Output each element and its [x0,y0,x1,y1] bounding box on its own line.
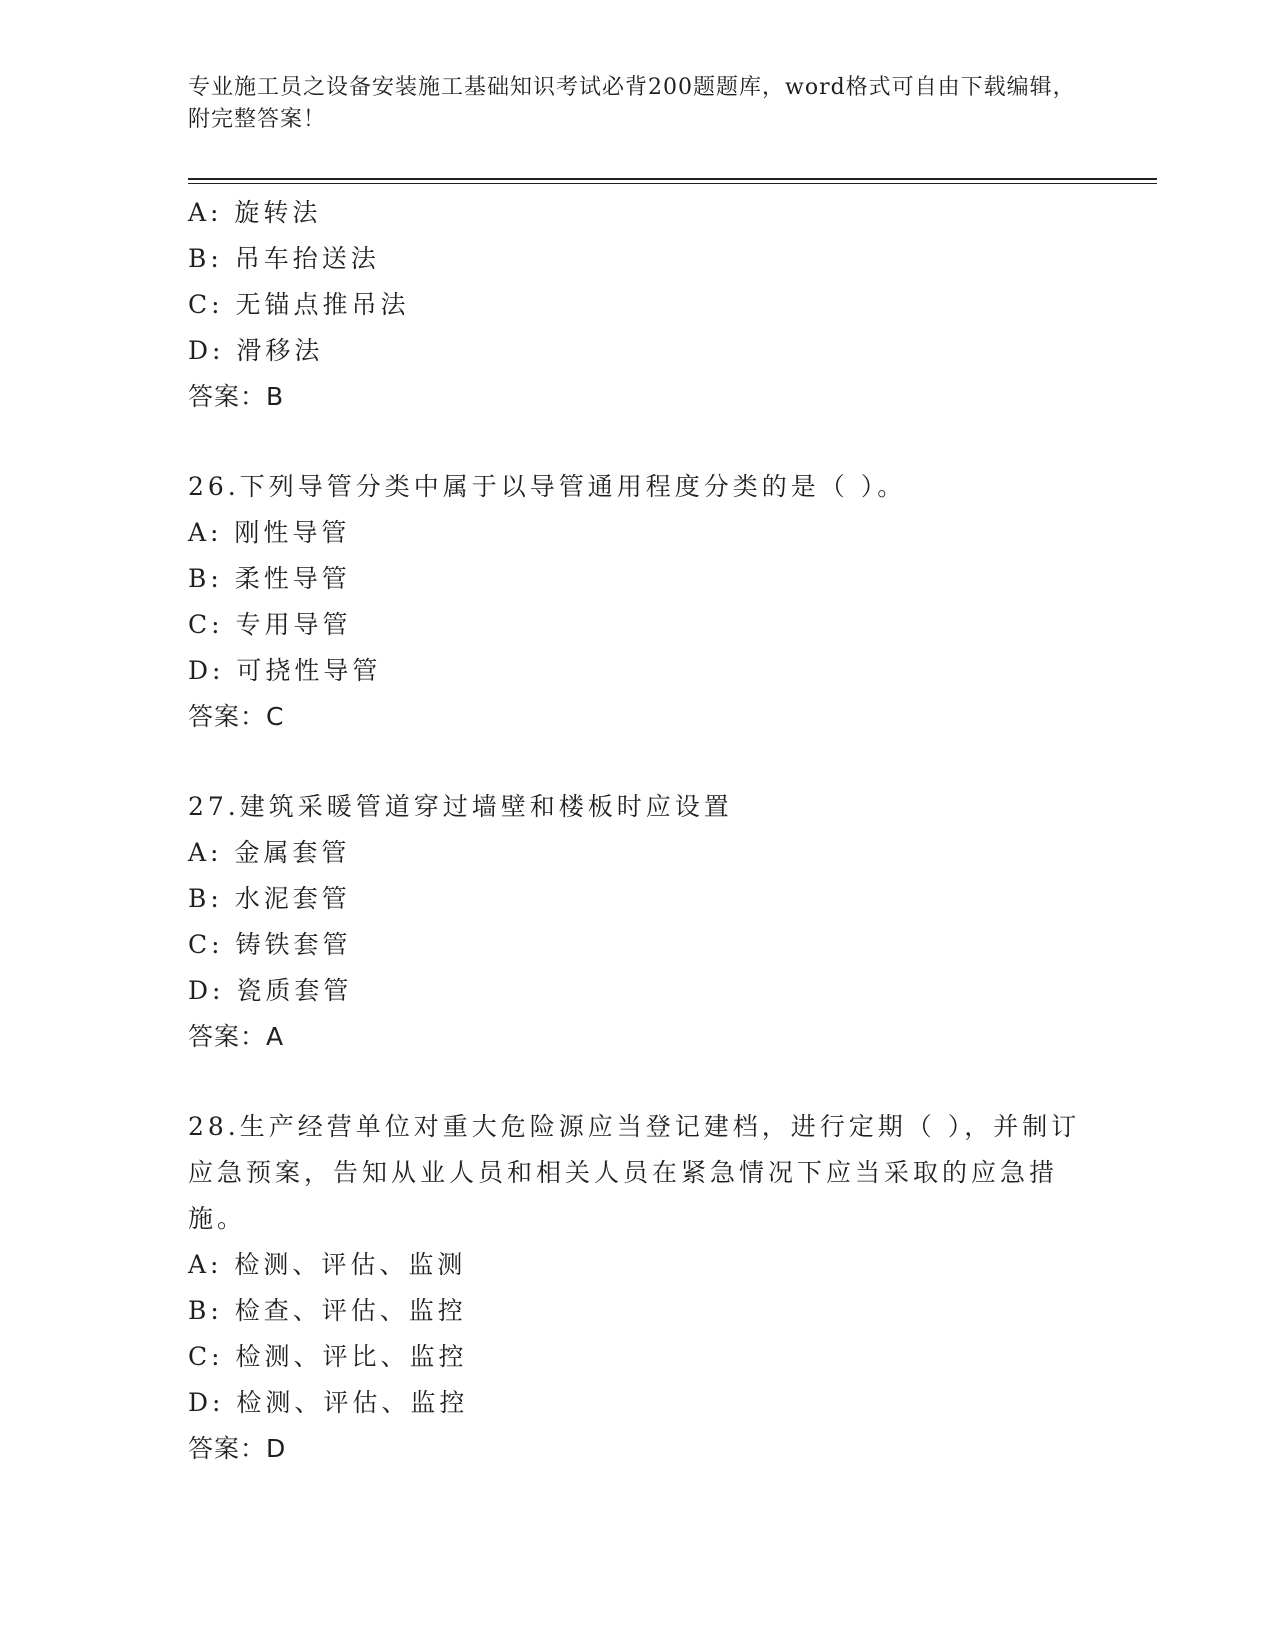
option-d: D: 瓷质套管 [188,976,353,1005]
option-b: B: 水泥套管 [188,884,351,913]
header-divider [188,178,1157,180]
option-a: A: 刚性导管 [188,518,351,547]
question-stem: 27.建筑采暖管道穿过墙壁和楼板时应设置 [188,792,733,821]
question-block-27 [188,784,1088,1060]
option-d: D: 可挠性导管 [188,656,382,685]
option-c: C: 无锚点推吊法 [188,290,410,319]
option-a: A: 金属套管 [188,838,351,867]
option-b: B: 吊车抬送法 [188,244,380,273]
answer-line: 答案：C [188,702,285,731]
option-d: D: 检测、评估、监控 [188,1388,469,1417]
option-c: C: 专用导管 [188,610,352,639]
option-a: A: 旋转法 [188,198,322,227]
option-b: B: 检查、评估、监控 [188,1296,467,1325]
question-block-26 [188,464,1088,740]
option-c: C: 检测、评比、监控 [188,1342,468,1371]
answer-line: 答案：A [188,1022,285,1051]
question-block-28 [188,1104,1088,1472]
document-header: 专业施工员之设备安装施工基础知识考试必背200题题库，word格式可自由下载编辑，附完整答案！ [188,75,1076,132]
option-d: D: 滑移法 [188,336,324,365]
question-list [188,190,1088,1472]
option-a: A: 检测、评估、监测 [188,1250,467,1279]
question-block-25 [188,190,1088,420]
header-divider-thin [188,183,1157,184]
question-stem: 26.下列导管分类中属于以导管通用程度分类的是（ ）。 [188,472,907,501]
option-c: C: 铸铁套管 [188,930,352,959]
answer-line: 答案：B [188,382,285,411]
answer-line: 答案：D [188,1434,287,1463]
question-stem: 28.生产经营单位对重大危险源应当登记建档，进行定期（ ），并制订应急预案，告知从业人员和相关人员在紧急情况下应当采取的应急措施。 [188,1112,1081,1233]
option-b: B: 柔性导管 [188,564,351,593]
